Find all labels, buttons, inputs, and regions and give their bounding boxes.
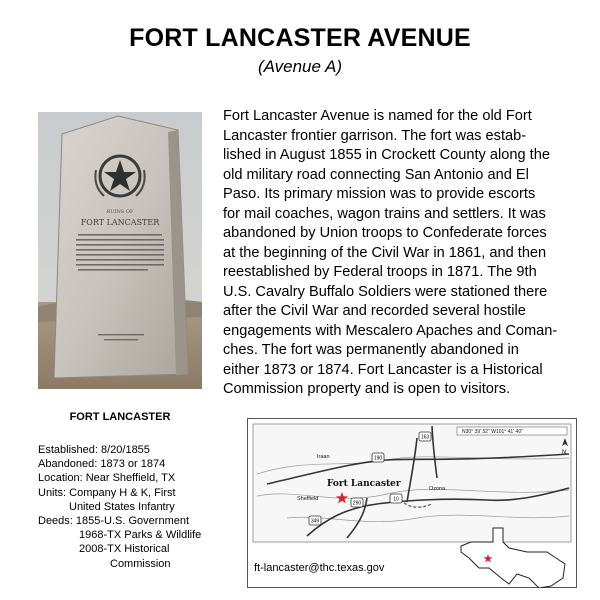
body-line: abandoned by Union troops to Confederate forces (223, 225, 547, 241)
body-text (223, 107, 573, 400)
fact-deeds: Deeds: 1855-U.S. Government (38, 515, 190, 528)
body-line: Commission property and is open to visitors. (223, 381, 511, 397)
contact-email[interactable]: ft-lancaster@thc.texas.gov (254, 562, 385, 574)
svg-text:N: N (562, 450, 567, 456)
fact-units: Units: Company H & K, First (38, 486, 176, 499)
body-line: lished in August 1855 in Crockett County along the (223, 147, 550, 163)
fact-units-cont: United States Infantry (69, 500, 175, 513)
page-subtitle: (Avenue A) (257, 57, 343, 76)
body-line: Lancaster frontier garrison. The fort was estab- (223, 127, 527, 144)
body-line: either 1873 or 1874. Fort Lancaster is a Historical (223, 361, 543, 378)
town-label: Sheffield (297, 496, 319, 502)
town-label: Iraan (317, 454, 330, 460)
body-line: for mail coaches, wagon trains and settlers. It was (223, 205, 546, 222)
fact-deeds-cont: 2008-TX Historical (79, 543, 170, 556)
town-label: Ozona (429, 486, 446, 492)
route-label: 10 (393, 496, 399, 503)
route-label: 290 (352, 500, 362, 507)
map-coordinates: N30° 39' 52" W101° 41' 40" (462, 429, 523, 435)
marker-name: FORT LANCASTER (80, 218, 160, 227)
route-label: 349 (310, 518, 320, 525)
body-line: old military road connecting San Antonio and El (223, 166, 529, 183)
body-line: engagements with Mescalero Apaches and Coman- (223, 322, 558, 339)
marker-photo (38, 112, 202, 389)
fact-list (38, 443, 201, 571)
photo-caption: FORT LANCASTER (69, 411, 171, 423)
fact-deeds-cont: 1968-TX Parks & Wildlife (79, 529, 202, 542)
body-line: reestablished by Federal troops in 1871. The 9th (223, 264, 537, 280)
fact-established: Established: 8/20/1855 (38, 444, 150, 456)
body-line: Fort Lancaster Avenue is named for the old Fort (223, 108, 532, 124)
fact-abandoned: Abandoned: 1873 or 1874 (38, 458, 166, 471)
page-title: FORT LANCASTER AVENUE (129, 24, 471, 52)
fact-deeds-cont: Commission (110, 557, 171, 570)
map-fort-label: Fort Lancaster (327, 479, 401, 489)
body-line: ches. The fort was permanently abandoned in (223, 342, 519, 358)
route-label: 163 (420, 434, 430, 441)
body-line: Paso. Its primary mission was to provide escorts (223, 186, 536, 202)
body-line: U.S. Cavalry Buffalo Soldiers were stationed there (223, 283, 548, 300)
body-line: at the beginning of the Civil War in 1861, and then (223, 244, 547, 261)
fact-location: Location: Near Sheffield, TX (38, 472, 176, 485)
body-line: after the Civil War and recorded several hostile (223, 303, 526, 319)
route-label: 190 (373, 455, 383, 462)
marker-heading: RUINS OF (106, 209, 134, 215)
